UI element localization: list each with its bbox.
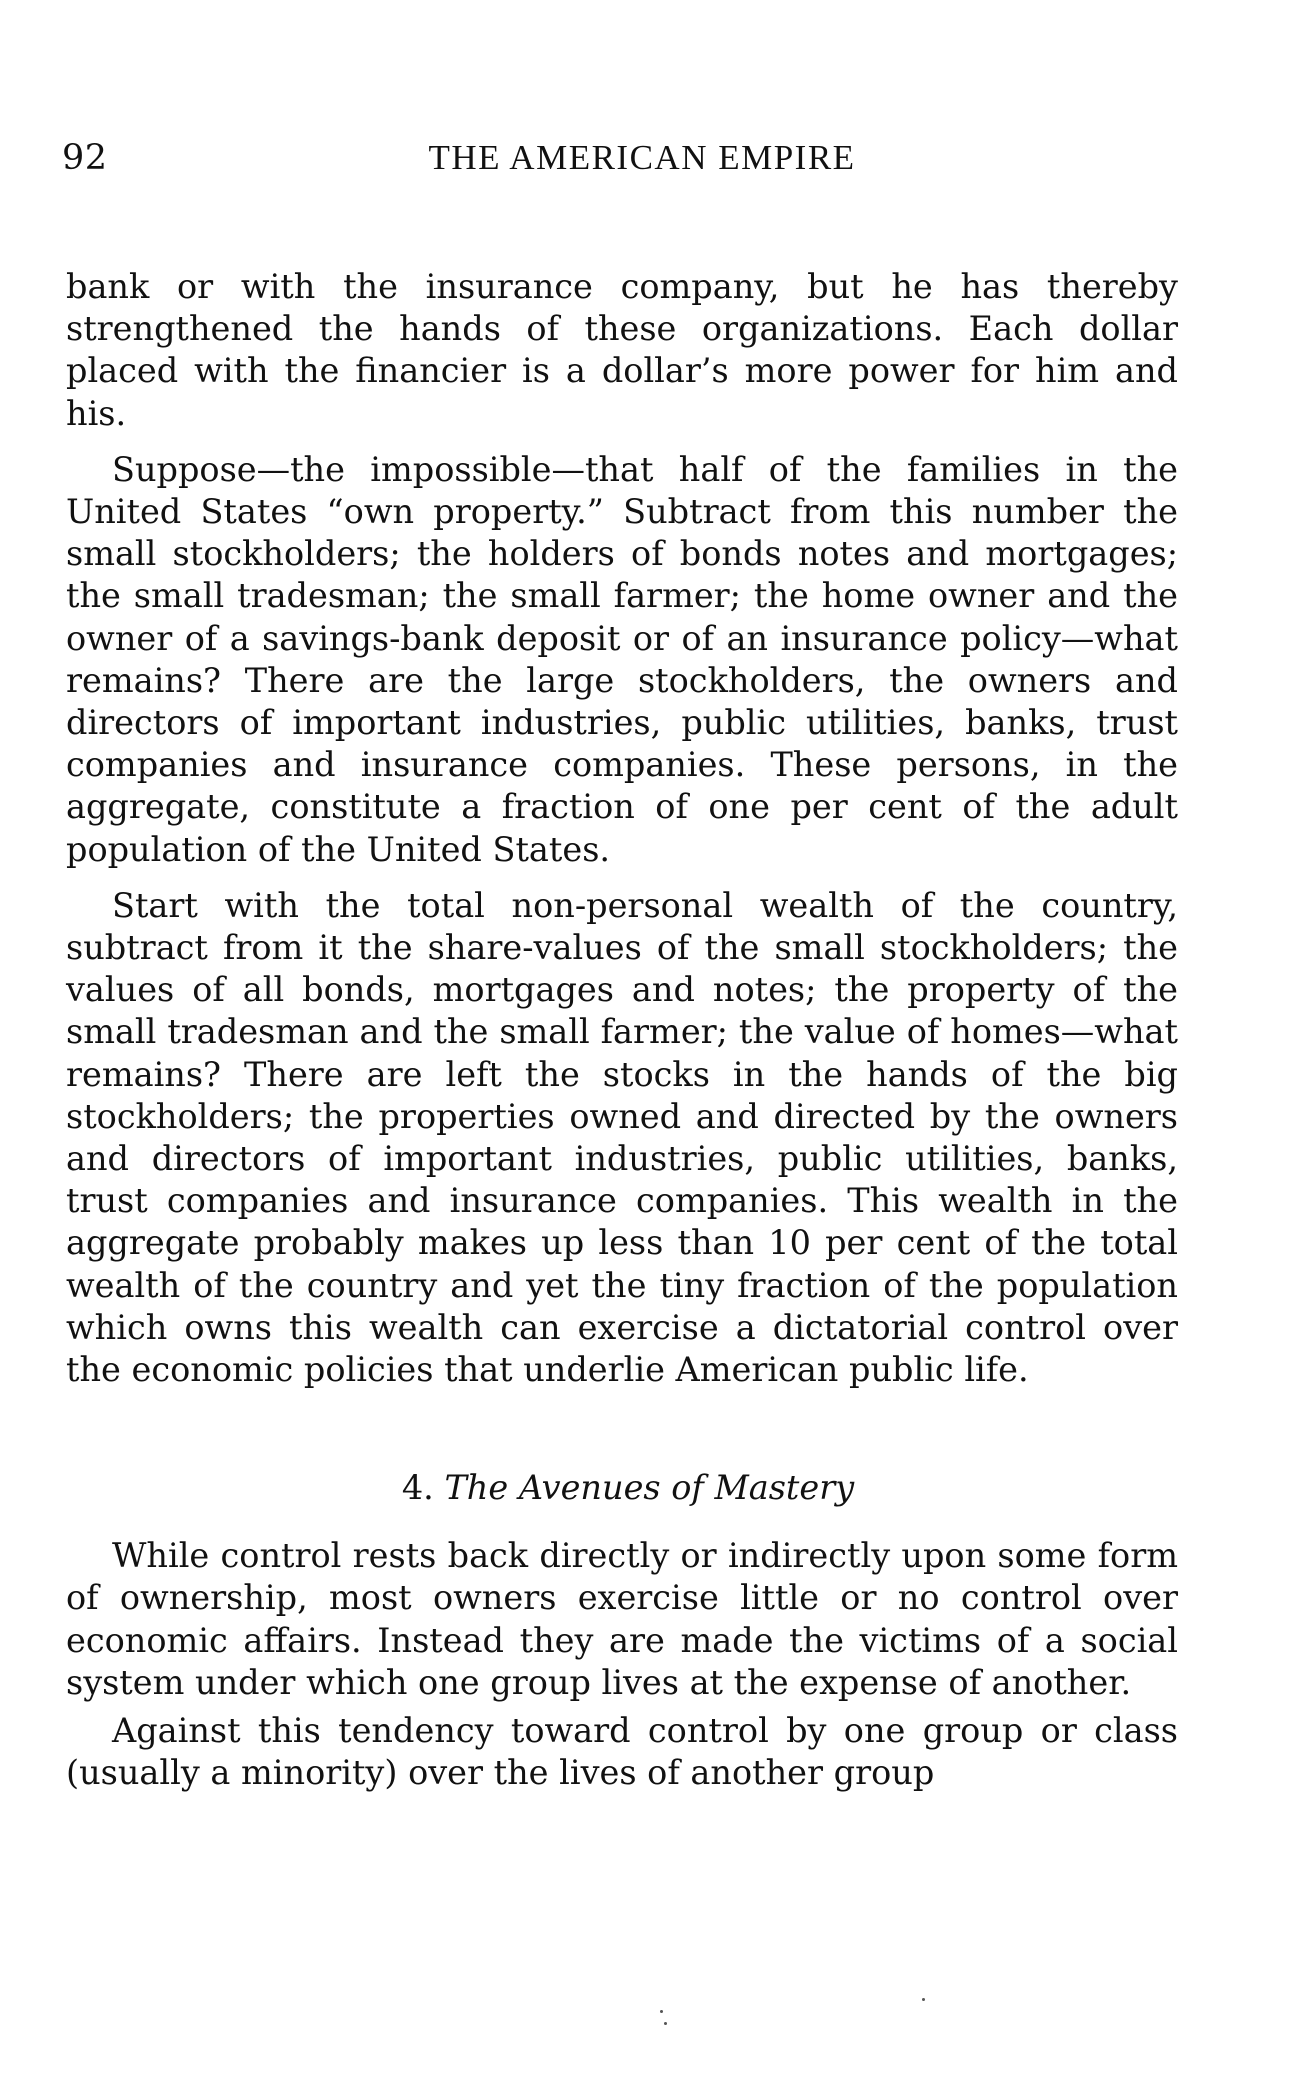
paragraph-suppose: Suppose—the impossible—that half of the families in the United States “own property.” Subtract from this number the small stockholders; the holders of bonds notes and mortgages; the small tradesman; the small farmer; the home owner and the owner of a savings-bank deposit or of an insurance policy—what remains? There are the large stockholders, the owners and directors of important industries, public utilities, banks, trust companies and insurance companies. These persons, in the aggregate, constitute a fraction of one per cent of the adult population of the United States.	[66, 449, 1178, 869]
book-page	[62, 0, 1178, 2100]
paragraph-start-with: Start with the total non-personal wealth of the country, subtract from it the share-values of the small stockholders; the values of all bonds, mortgages and notes; the property of the small tradesman and the small farmer; the value of homes—what remains? There are left the stocks in the hands of the big stockholders; the properties owned and directed by the owners and directors of important industries, public utilities, banks, trust companies and insurance companies. This wealth in the aggregate probably makes up less than 10 per cent of the total wealth of the country and yet the tiny fraction of the population which owns this wealth can exercise a dictatorial control over the economic policies that underlie American public life.	[66, 885, 1178, 1390]
section-title: The Avenues of Mastery	[444, 1468, 855, 1508]
paragraph-while-control: While control rests back directly or indirectly upon some form of ownership, most owners exercise little or no control over economic affairs. Instead they are made the victims of a social system under which one group lives at the expense of another.	[66, 1536, 1178, 1702]
print-speck	[922, 1998, 925, 2001]
paragraph-against: Against this tendency toward control by one group or class (usually a minority) over the lives of another group	[66, 1711, 1178, 1793]
section-number: 4.	[401, 1468, 434, 1508]
running-title: THE AMERICAN EMPIRE	[428, 138, 856, 177]
section-heading	[66, 1467, 1178, 1509]
page-number: 92	[62, 138, 108, 178]
print-speck	[664, 2022, 667, 2025]
running-head	[62, 138, 1178, 188]
body-text	[66, 266, 1178, 1795]
paragraph-continued: bank or with the insurance company, but he has thereby strengthened the hands of these organizations. Each dollar placed with the financier is a dollar’s more power for him and his.	[66, 267, 1178, 433]
print-speck	[660, 2010, 663, 2013]
